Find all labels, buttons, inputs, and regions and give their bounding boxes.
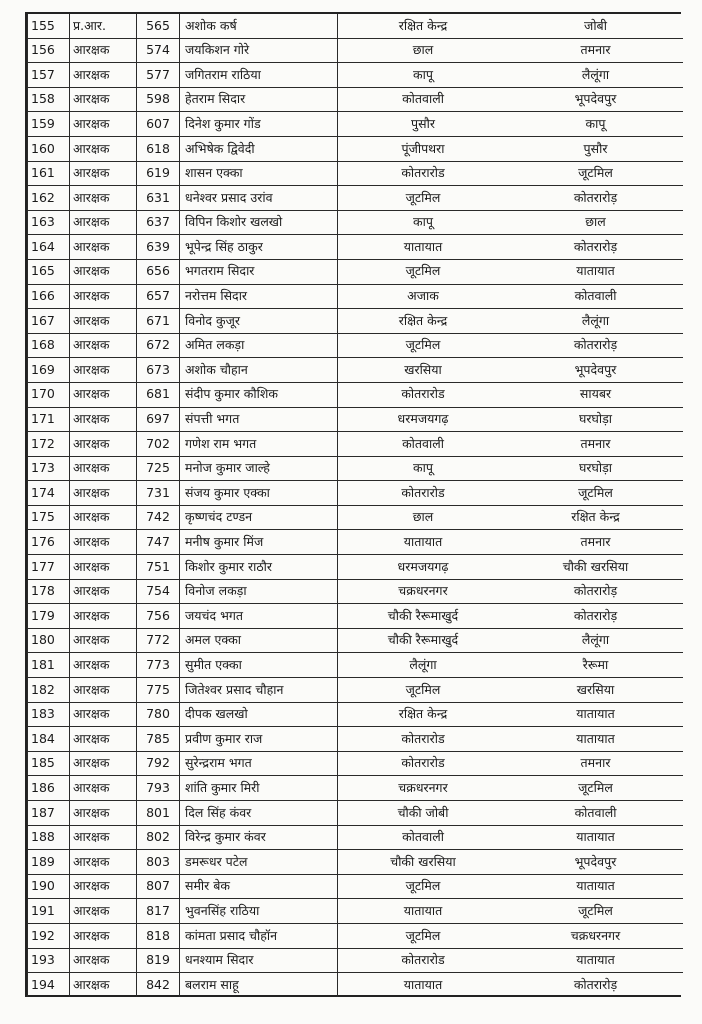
new-posting-cell: यातायात [508, 259, 683, 284]
serial-number-cell: 187 [28, 801, 70, 826]
rank-cell: आरक्षक [70, 63, 137, 88]
current-posting-cell: पुसौर [338, 112, 509, 137]
badge-number-cell: 785 [137, 727, 180, 752]
employee-name-cell: डमरूधर पटेल [180, 850, 338, 875]
serial-number-cell: 184 [28, 727, 70, 752]
rank-cell: आरक्षक [70, 161, 137, 186]
table-row [28, 776, 684, 801]
badge-number-cell: 756 [137, 604, 180, 629]
current-posting-cell: कोतवाली [338, 87, 509, 112]
serial-number-cell: 175 [28, 505, 70, 530]
serial-number-cell: 191 [28, 899, 70, 924]
table-row [28, 259, 684, 284]
new-posting-cell: रैरूमा [508, 653, 683, 678]
serial-number-cell: 160 [28, 136, 70, 161]
table-row [28, 530, 684, 555]
table-row [28, 112, 684, 137]
employee-name-cell: विरेन्द्र कुमार कंवर [180, 825, 338, 850]
table-row [28, 923, 684, 948]
new-posting-cell: कोतरारोड़ [508, 235, 683, 260]
employee-name-cell: दिल सिंह कंवर [180, 801, 338, 826]
table-row [28, 333, 684, 358]
badge-number-cell: 731 [137, 481, 180, 506]
employee-name-cell: सुरेन्द्रराम भगत [180, 751, 338, 776]
badge-number-cell: 671 [137, 309, 180, 334]
serial-number-cell: 192 [28, 923, 70, 948]
rank-cell: आरक्षक [70, 136, 137, 161]
badge-number-cell: 793 [137, 776, 180, 801]
current-posting-cell: चौकी रैरूमाखुर्द [338, 604, 509, 629]
serial-number-cell: 165 [28, 259, 70, 284]
rank-cell: आरक्षक [70, 505, 137, 530]
serial-number-cell: 179 [28, 604, 70, 629]
new-posting-cell: रक्षित केन्द्र [508, 505, 683, 530]
employee-name-cell: अमल एक्का [180, 628, 338, 653]
rank-cell: आरक्षक [70, 751, 137, 776]
badge-number-cell: 702 [137, 432, 180, 457]
badge-number-cell: 631 [137, 186, 180, 211]
badge-number-cell: 773 [137, 653, 180, 678]
current-posting-cell: कापू [338, 63, 509, 88]
employee-name-cell: भुवनसिंह राठिया [180, 899, 338, 924]
badge-number-cell: 673 [137, 358, 180, 383]
rank-cell: आरक्षक [70, 186, 137, 211]
current-posting-cell: छाल [338, 38, 509, 63]
current-posting-cell: जूटमिल [338, 874, 509, 899]
rank-cell: आरक्षक [70, 87, 137, 112]
new-posting-cell: चौकी खरसिया [508, 555, 683, 580]
table-row [28, 899, 684, 924]
employee-name-cell: भूपेन्द्र सिंह ठाकुर [180, 235, 338, 260]
rank-cell: आरक्षक [70, 481, 137, 506]
employee-name-cell: हेतराम सिदार [180, 87, 338, 112]
badge-number-cell: 577 [137, 63, 180, 88]
badge-number-cell: 681 [137, 382, 180, 407]
serial-number-cell: 172 [28, 432, 70, 457]
badge-number-cell: 725 [137, 456, 180, 481]
rank-cell: प्र.आर. [70, 14, 137, 38]
employee-name-cell: कांमता प्रसाद चौहॉन [180, 923, 338, 948]
current-posting-cell: कोतरारोड [338, 481, 509, 506]
serial-number-cell: 177 [28, 555, 70, 580]
table-row [28, 382, 684, 407]
badge-number-cell: 772 [137, 628, 180, 653]
new-posting-cell: भूपदेवपुर [508, 87, 683, 112]
current-posting-cell: जूटमिल [338, 259, 509, 284]
serial-number-cell: 190 [28, 874, 70, 899]
serial-number-cell: 188 [28, 825, 70, 850]
employee-name-cell: विनोज लकड़ा [180, 579, 338, 604]
table-row [28, 825, 684, 850]
new-posting-cell: तमनार [508, 432, 683, 457]
rank-cell: आरक्षक [70, 358, 137, 383]
new-posting-cell: जूटमिल [508, 481, 683, 506]
rank-cell: आरक्षक [70, 874, 137, 899]
employee-name-cell: जयकिशन गोरे [180, 38, 338, 63]
table-row [28, 973, 684, 997]
new-posting-cell: यातायात [508, 727, 683, 752]
transfer-table-body [28, 14, 684, 997]
rank-cell: आरक्षक [70, 702, 137, 727]
current-posting-cell: खरसिया [338, 358, 509, 383]
serial-number-cell: 182 [28, 678, 70, 703]
current-posting-cell: चक्रधरनगर [338, 579, 509, 604]
serial-number-cell: 186 [28, 776, 70, 801]
new-posting-cell: कोतरारोड़ [508, 973, 683, 997]
new-posting-cell: घरघोड़ा [508, 407, 683, 432]
current-posting-cell: यातायात [338, 899, 509, 924]
table-row [28, 186, 684, 211]
rank-cell: आरक्षक [70, 653, 137, 678]
badge-number-cell: 742 [137, 505, 180, 530]
table-row [28, 63, 684, 88]
rank-cell: आरक्षक [70, 555, 137, 580]
rank-cell: आरक्षक [70, 579, 137, 604]
current-posting-cell: कापू [338, 210, 509, 235]
badge-number-cell: 780 [137, 702, 180, 727]
employee-name-cell: विनोद कुजूर [180, 309, 338, 334]
employee-name-cell: बलराम साहू [180, 973, 338, 997]
new-posting-cell: लैलूंगा [508, 309, 683, 334]
current-posting-cell: यातायात [338, 235, 509, 260]
new-posting-cell: भूपदेवपुर [508, 850, 683, 875]
badge-number-cell: 565 [137, 14, 180, 38]
badge-number-cell: 801 [137, 801, 180, 826]
current-posting-cell: धरमजयगढ़ [338, 555, 509, 580]
table-row [28, 136, 684, 161]
current-posting-cell: चौकी जोबी [338, 801, 509, 826]
current-posting-cell: कोतरारोड [338, 727, 509, 752]
badge-number-cell: 598 [137, 87, 180, 112]
current-posting-cell: कोतवाली [338, 825, 509, 850]
new-posting-cell: जूटमिल [508, 899, 683, 924]
rank-cell: आरक्षक [70, 899, 137, 924]
rank-cell: आरक्षक [70, 284, 137, 309]
rank-cell: आरक्षक [70, 923, 137, 948]
badge-number-cell: 751 [137, 555, 180, 580]
current-posting-cell: कोतरारोड [338, 382, 509, 407]
badge-number-cell: 656 [137, 259, 180, 284]
serial-number-cell: 176 [28, 530, 70, 555]
badge-number-cell: 607 [137, 112, 180, 137]
employee-name-cell: सुमीत एक्का [180, 653, 338, 678]
employee-name-cell: मनीष कुमार मिंज [180, 530, 338, 555]
badge-number-cell: 618 [137, 136, 180, 161]
employee-name-cell: अमित लकड़ा [180, 333, 338, 358]
rank-cell: आरक्षक [70, 38, 137, 63]
badge-number-cell: 697 [137, 407, 180, 432]
badge-number-cell: 747 [137, 530, 180, 555]
serial-number-cell: 174 [28, 481, 70, 506]
rank-cell: आरक्षक [70, 333, 137, 358]
badge-number-cell: 802 [137, 825, 180, 850]
serial-number-cell: 163 [28, 210, 70, 235]
rank-cell: आरक्षक [70, 727, 137, 752]
employee-name-cell: दिनेश कुमार गोंड [180, 112, 338, 137]
employee-name-cell: जयचंद भगत [180, 604, 338, 629]
current-posting-cell: जूटमिल [338, 678, 509, 703]
employee-name-cell: जितेश्वर प्रसाद चौहान [180, 678, 338, 703]
rank-cell: आरक्षक [70, 604, 137, 629]
new-posting-cell: खरसिया [508, 678, 683, 703]
rank-cell: आरक्षक [70, 210, 137, 235]
rank-cell: आरक्षक [70, 973, 137, 997]
table-row [28, 555, 684, 580]
rank-cell: आरक्षक [70, 678, 137, 703]
badge-number-cell: 672 [137, 333, 180, 358]
table-row [28, 604, 684, 629]
table-row [28, 210, 684, 235]
employee-name-cell: विपिन किशोर खलखो [180, 210, 338, 235]
table-row [28, 678, 684, 703]
employee-name-cell: अशोक कर्ष [180, 14, 338, 38]
table-row [28, 702, 684, 727]
new-posting-cell: यातायात [508, 874, 683, 899]
table-row [28, 14, 684, 38]
employee-name-cell: धनश्याम सिदार [180, 948, 338, 973]
badge-number-cell: 807 [137, 874, 180, 899]
new-posting-cell: लैलूंगा [508, 628, 683, 653]
new-posting-cell: कोतरारोड़ [508, 604, 683, 629]
rank-cell: आरक्षक [70, 850, 137, 875]
current-posting-cell: रक्षित केन्द्र [338, 702, 509, 727]
current-posting-cell: लैलूंगा [338, 653, 509, 678]
employee-name-cell: गणेश राम भगत [180, 432, 338, 457]
serial-number-cell: 189 [28, 850, 70, 875]
rank-cell: आरक्षक [70, 530, 137, 555]
serial-number-cell: 156 [28, 38, 70, 63]
current-posting-cell: कोतरारोड [338, 948, 509, 973]
serial-number-cell: 193 [28, 948, 70, 973]
serial-number-cell: 164 [28, 235, 70, 260]
table-row [28, 38, 684, 63]
serial-number-cell: 181 [28, 653, 70, 678]
new-posting-cell: चक्रधरनगर [508, 923, 683, 948]
serial-number-cell: 162 [28, 186, 70, 211]
table-row [28, 309, 684, 334]
table-row [28, 456, 684, 481]
serial-number-cell: 168 [28, 333, 70, 358]
table-row [28, 358, 684, 383]
badge-number-cell: 637 [137, 210, 180, 235]
serial-number-cell: 167 [28, 309, 70, 334]
new-posting-cell: यातायात [508, 948, 683, 973]
employee-name-cell: धनेश्वर प्रसाद उरांव [180, 186, 338, 211]
employee-name-cell: संजय कुमार एक्का [180, 481, 338, 506]
serial-number-cell: 183 [28, 702, 70, 727]
serial-number-cell: 157 [28, 63, 70, 88]
employee-name-cell: जगितराम राठिया [180, 63, 338, 88]
rank-cell: आरक्षक [70, 235, 137, 260]
employee-name-cell: कृष्णचंद टण्डन [180, 505, 338, 530]
current-posting-cell: रक्षित केन्द्र [338, 14, 509, 38]
current-posting-cell: कोतवाली [338, 432, 509, 457]
current-posting-cell: जूटमिल [338, 186, 509, 211]
current-posting-cell: चक्रधरनगर [338, 776, 509, 801]
current-posting-cell: जूटमिल [338, 923, 509, 948]
table-row [28, 87, 684, 112]
new-posting-cell: कोतरारोड़ [508, 333, 683, 358]
new-posting-cell: लैलूंगा [508, 63, 683, 88]
serial-number-cell: 185 [28, 751, 70, 776]
new-posting-cell: कापू [508, 112, 683, 137]
transfer-table [27, 14, 683, 997]
table-row [28, 235, 684, 260]
badge-number-cell: 619 [137, 161, 180, 186]
current-posting-cell: अजाक [338, 284, 509, 309]
table-row [28, 653, 684, 678]
table-row [28, 505, 684, 530]
new-posting-cell: जूटमिल [508, 161, 683, 186]
employee-name-cell: भगतराम सिदार [180, 259, 338, 284]
employee-name-cell: शांति कुमार मिरी [180, 776, 338, 801]
serial-number-cell: 161 [28, 161, 70, 186]
table-row [28, 407, 684, 432]
current-posting-cell: चौकी रैरूमाखुर्द [338, 628, 509, 653]
current-posting-cell: धरमजयगढ़ [338, 407, 509, 432]
table-row [28, 579, 684, 604]
badge-number-cell: 639 [137, 235, 180, 260]
rank-cell: आरक्षक [70, 382, 137, 407]
table-row [28, 432, 684, 457]
transfer-list-sheet [25, 12, 681, 997]
current-posting-cell: जूटमिल [338, 333, 509, 358]
badge-number-cell: 754 [137, 579, 180, 604]
badge-number-cell: 818 [137, 923, 180, 948]
table-row [28, 874, 684, 899]
employee-name-cell: अभिषेक द्विवेदी [180, 136, 338, 161]
current-posting-cell: पूंजीपथरा [338, 136, 509, 161]
rank-cell: आरक्षक [70, 112, 137, 137]
rank-cell: आरक्षक [70, 825, 137, 850]
new-posting-cell: जोबी [508, 14, 683, 38]
current-posting-cell: यातायात [338, 973, 509, 997]
rank-cell: आरक्षक [70, 456, 137, 481]
new-posting-cell: कोतरारोड़ [508, 186, 683, 211]
badge-number-cell: 775 [137, 678, 180, 703]
new-posting-cell: सायबर [508, 382, 683, 407]
rank-cell: आरक्षक [70, 407, 137, 432]
current-posting-cell: छाल [338, 505, 509, 530]
rank-cell: आरक्षक [70, 432, 137, 457]
new-posting-cell: यातायात [508, 825, 683, 850]
serial-number-cell: 194 [28, 973, 70, 997]
serial-number-cell: 173 [28, 456, 70, 481]
new-posting-cell: जूटमिल [508, 776, 683, 801]
rank-cell: आरक्षक [70, 259, 137, 284]
serial-number-cell: 169 [28, 358, 70, 383]
table-row [28, 751, 684, 776]
rank-cell: आरक्षक [70, 801, 137, 826]
employee-name-cell: किशोर कुमार राठौर [180, 555, 338, 580]
serial-number-cell: 158 [28, 87, 70, 112]
serial-number-cell: 178 [28, 579, 70, 604]
employee-name-cell: मनोज कुमार जाल्हे [180, 456, 338, 481]
rank-cell: आरक्षक [70, 309, 137, 334]
table-row [28, 850, 684, 875]
employee-name-cell: प्रवीण कुमार राज [180, 727, 338, 752]
badge-number-cell: 817 [137, 899, 180, 924]
employee-name-cell: संदीप कुमार कौशिक [180, 382, 338, 407]
new-posting-cell: कोतवाली [508, 284, 683, 309]
badge-number-cell: 792 [137, 751, 180, 776]
new-posting-cell: तमनार [508, 38, 683, 63]
employee-name-cell: नरोत्तम सिदार [180, 284, 338, 309]
serial-number-cell: 166 [28, 284, 70, 309]
rank-cell: आरक्षक [70, 776, 137, 801]
table-row [28, 801, 684, 826]
badge-number-cell: 574 [137, 38, 180, 63]
employee-name-cell: शासन एक्का [180, 161, 338, 186]
new-posting-cell: पुसौर [508, 136, 683, 161]
table-row [28, 284, 684, 309]
table-row [28, 727, 684, 752]
rank-cell: आरक्षक [70, 948, 137, 973]
current-posting-cell: कोतरारोड [338, 751, 509, 776]
current-posting-cell: रक्षित केन्द्र [338, 309, 509, 334]
serial-number-cell: 170 [28, 382, 70, 407]
new-posting-cell: घरघोड़ा [508, 456, 683, 481]
rank-cell: आरक्षक [70, 628, 137, 653]
employee-name-cell: समीर बेक [180, 874, 338, 899]
table-row [28, 481, 684, 506]
new-posting-cell: यातायात [508, 702, 683, 727]
new-posting-cell: कोतरारोड़ [508, 579, 683, 604]
serial-number-cell: 171 [28, 407, 70, 432]
current-posting-cell: चौकी खरसिया [338, 850, 509, 875]
new-posting-cell: छाल [508, 210, 683, 235]
serial-number-cell: 180 [28, 628, 70, 653]
employee-name-cell: संपत्ती भगत [180, 407, 338, 432]
table-row [28, 948, 684, 973]
employee-name-cell: अशोक चौहान [180, 358, 338, 383]
new-posting-cell: भूपदेवपुर [508, 358, 683, 383]
current-posting-cell: यातायात [338, 530, 509, 555]
new-posting-cell: कोतवाली [508, 801, 683, 826]
badge-number-cell: 803 [137, 850, 180, 875]
current-posting-cell: कापू [338, 456, 509, 481]
employee-name-cell: दीपक खलखो [180, 702, 338, 727]
badge-number-cell: 819 [137, 948, 180, 973]
table-row [28, 161, 684, 186]
serial-number-cell: 159 [28, 112, 70, 137]
table-row [28, 628, 684, 653]
new-posting-cell: तमनार [508, 530, 683, 555]
badge-number-cell: 657 [137, 284, 180, 309]
serial-number-cell: 155 [28, 14, 70, 38]
new-posting-cell: तमनार [508, 751, 683, 776]
badge-number-cell: 842 [137, 973, 180, 997]
current-posting-cell: कोतरारोड [338, 161, 509, 186]
